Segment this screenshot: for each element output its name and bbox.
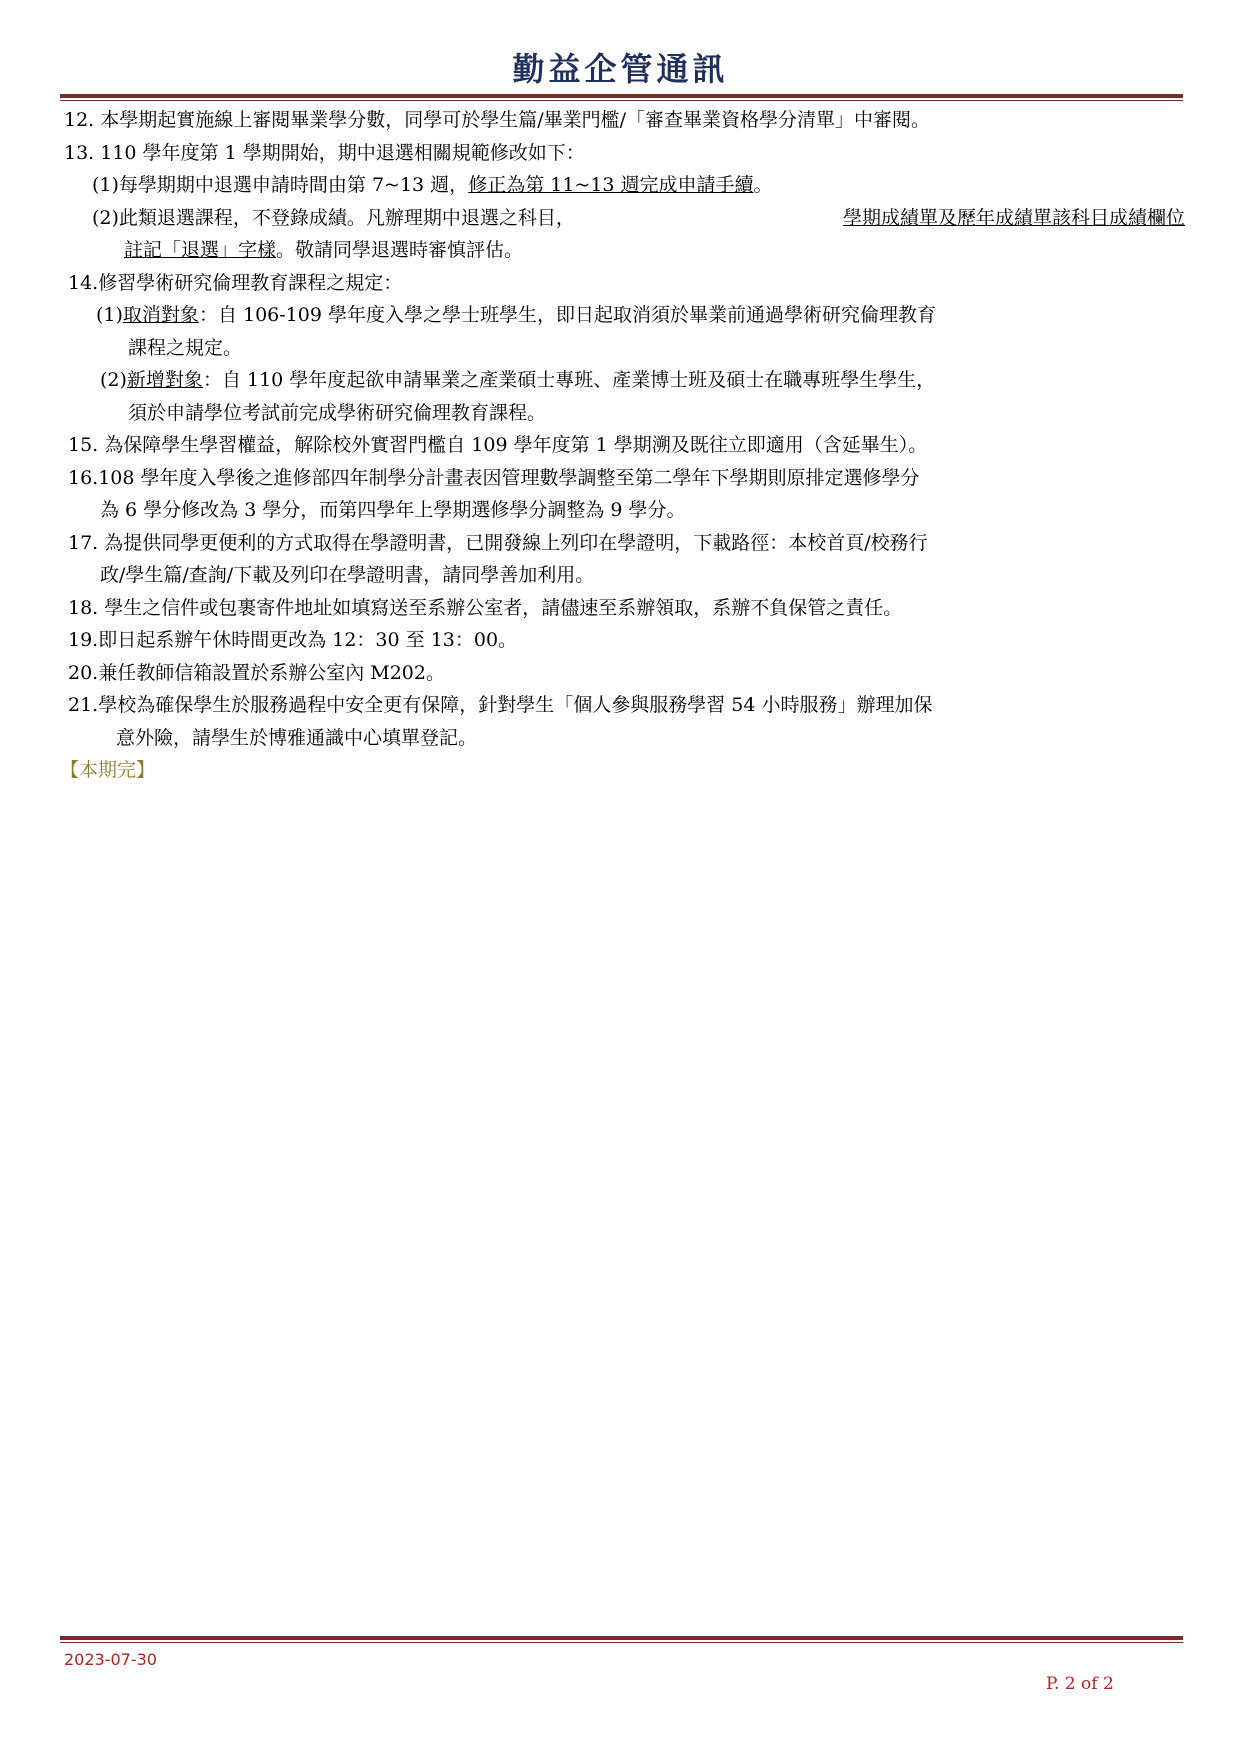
item-18: 18. 學生之信件或包裹寄件地址如填寫送至系辦公室者，請儘速至系辦領取，系辦不負保管之責任。 — [68, 596, 903, 619]
header-divider — [60, 94, 1183, 101]
page-number: P. 2 of 2 — [1046, 1674, 1114, 1694]
item-13: 13. 110 學年度第 1 學期開始，期中退選相關規範修改如下： — [64, 141, 585, 164]
item-14-2: (2)新增對象：自 110 學年度起欲申請畢業之產業碩士專班、產業博士班及碩士在職專班學生學生， — [100, 369, 936, 391]
item-17-cont: 政/學生篇/查詢/下載及列印在學證明書，請同學善加利用。 — [100, 564, 595, 586]
item-21-cont: 意外險，請學生於博雅通識中心填單登記。 — [116, 726, 478, 749]
footer-date: 2023-07-30 — [64, 1650, 157, 1669]
item-13-2: (2)此類退選課程，不登錄成績。凡辦理期中退選之科目， 學期成績單及歷年成績單該科目成績欄位 — [60, 202, 1185, 235]
document-body — [60, 104, 1185, 787]
underlined-text: 取消對象 — [122, 304, 199, 326]
item-21: 21.學校為確保學生於服務過程中安全更有保障，針對學生「個人參與服務學習 54 小時服務」辦理加保 — [68, 694, 933, 716]
item-14-1: (1)取消對象：自 106-109 學年度入學之學士班學生，即日起取消須於畢業前通過學術研究倫理教育 — [96, 304, 936, 326]
item-15: 15. 為保障學生學習權益，解除校外實習門檻自 109 學年度第 1 學期溯及既往立即適用（含延畢生）。 — [68, 434, 928, 456]
item-13-2-cont: 註記「退選」字樣。敬請同學退選時審慎評估。 — [124, 239, 524, 261]
item-17: 17. 為提供同學更便利的方式取得在學證明書，已開發線上列印在學證明，下載路徑：本校首頁/校務行 — [68, 531, 928, 554]
end-of-issue-mark: 【本期完】 — [60, 759, 156, 781]
item-12: 12. 本學期起實施線上審閱畢業學分數，同學可於學生篇/畢業門檻/「審查畢業資格學分清單」中審閱。 — [64, 109, 931, 131]
item-14-1-cont: 課程之規定。 — [128, 336, 243, 359]
item-14: 14.修習學術研究倫理教育課程之規定： — [68, 271, 403, 294]
item-19: 19.即日起系辦午休時間更改為 12：30 至 13：00。 — [68, 629, 518, 651]
underlined-text: 學期成績單及歷年成績單該科目成績欄位 — [842, 206, 1185, 229]
newsletter-title: 勤益企管通訊 — [512, 50, 729, 88]
underlined-text: 註記「退選」字樣 — [124, 239, 277, 261]
item-16-cont: 為 6 學分修改為 3 學分，而第四學年上學期選修學分調整為 9 學分。 — [100, 499, 686, 521]
underlined-text: 新增對象 — [126, 369, 203, 391]
footer-divider — [60, 1636, 1183, 1643]
item-13-1: (1)每學期期中退選申請時間由第 7~13 週，修正為第 11~13 週完成申請手續。 — [92, 174, 773, 196]
underlined-text: 修正為第 11~13 週完成申請手續 — [468, 174, 754, 196]
item-20: 20.兼任教師信箱設置於系辦公室內 M202。 — [68, 661, 445, 684]
item-14-2-cont: 須於申請學位考試前完成學術研究倫理教育課程。 — [128, 401, 547, 424]
item-16: 16.108 學年度入學後之進修部四年制學分計畫表因管理數學調整至第二學年下學期則原排定選修學分 — [68, 466, 920, 489]
